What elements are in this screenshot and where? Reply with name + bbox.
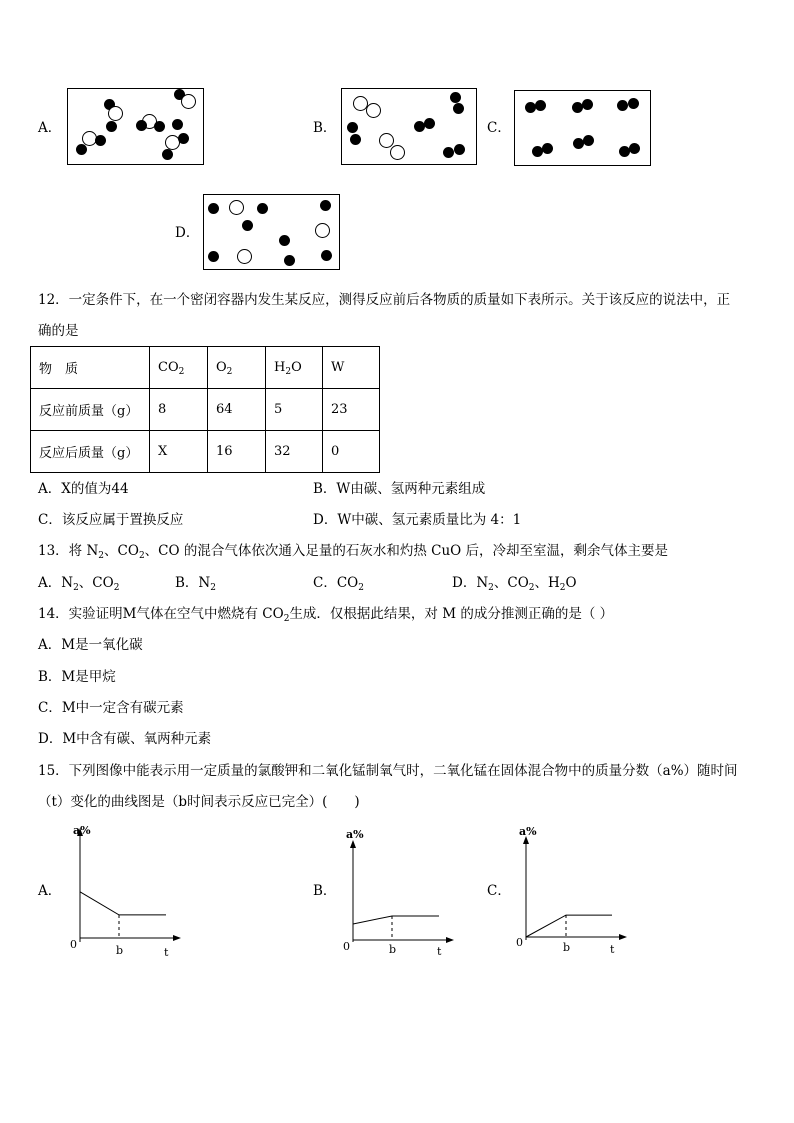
q14-stem: 14．实验证明M气体在空气中燃烧有 $CO_2$生成．仅根据此结果，对 M 的成分推测正确的是（ ） bbox=[38, 606, 614, 624]
table-header-co2: $CO_2$ bbox=[150, 347, 208, 389]
b-tick-label: b bbox=[389, 943, 397, 956]
x-axis-label: t bbox=[610, 943, 615, 956]
b-tick-label: b bbox=[563, 941, 571, 954]
q14-option-d: D．M中含有碳、氧两种元素 bbox=[38, 731, 212, 747]
table-header-o2: $O_2$ bbox=[208, 347, 266, 389]
q14-option-a: A．M是一氧化碳 bbox=[38, 637, 143, 653]
graph-a-label: A． bbox=[38, 883, 62, 899]
q14-option-c: C．M中一定含有碳元素 bbox=[38, 700, 184, 716]
series-line bbox=[353, 916, 439, 924]
q13-option-a: A．$N_2$、$CO_2$ bbox=[38, 575, 120, 593]
option-c-label: C． bbox=[487, 120, 511, 136]
graph-b-label: B． bbox=[313, 883, 337, 899]
graph-c-label: C． bbox=[487, 883, 511, 899]
table-row bbox=[31, 431, 380, 473]
x-axis-label: t bbox=[164, 946, 169, 959]
x-axis-label: t bbox=[437, 945, 442, 958]
option-d-label: D． bbox=[175, 225, 200, 241]
table-cell: 64 bbox=[208, 389, 266, 431]
graph-c bbox=[514, 824, 629, 960]
x-axis-arrow bbox=[619, 934, 627, 940]
q12-option-d: D．W中碳、氢元素质量比为 4：1 bbox=[313, 512, 522, 528]
mass-table bbox=[30, 346, 380, 473]
q12-option-b: B．W由碳、氢两种元素组成 bbox=[313, 481, 486, 497]
q12-stem-line2: 确的是 bbox=[38, 323, 79, 339]
y-axis-label: a% bbox=[73, 824, 91, 837]
particle-diagram-c bbox=[514, 90, 651, 166]
q15-stem-line1: 15．下列图像中能表示用一定质量的氯酸钾和二氧化锰制氧气时，二氧化锰在固体混合物中的质量分数（a%）随时间 bbox=[38, 763, 738, 779]
table-cell: 32 bbox=[266, 431, 323, 473]
series-line bbox=[80, 892, 166, 915]
table-cell: X bbox=[150, 431, 208, 473]
table-header-w: W bbox=[323, 347, 380, 389]
b-tick-label: b bbox=[116, 944, 124, 957]
series-line bbox=[526, 915, 612, 937]
particle-diagram-d bbox=[203, 194, 340, 270]
q12-option-a: A．X的值为44 bbox=[38, 481, 129, 497]
option-a-label: A． bbox=[38, 120, 62, 136]
table-cell: 16 bbox=[208, 431, 266, 473]
q12-option-c: C．该反应属于置换反应 bbox=[38, 512, 184, 528]
q13-option-d: D．$N_2$、$CO_2$、$H_2O$ bbox=[452, 575, 577, 593]
q12-stem-line1: 12．一定条件下，在一个密闭容器内发生某反应，测得反应前后各物质的质量如下表所示。关于该反应的说法中，正 bbox=[38, 292, 731, 308]
graph-b bbox=[341, 824, 456, 960]
origin-label: 0 bbox=[516, 936, 523, 949]
table-header-h2o: $H_2O$ bbox=[266, 347, 323, 389]
table-cell: 23 bbox=[323, 389, 380, 431]
particle-diagram-a bbox=[67, 88, 204, 165]
q13-option-b: B．$N_2$ bbox=[175, 575, 216, 593]
y-axis-label: a% bbox=[519, 825, 537, 838]
origin-label: 0 bbox=[343, 940, 350, 953]
x-axis-arrow bbox=[446, 937, 454, 943]
q13-option-c: C．$CO_2$ bbox=[313, 575, 364, 593]
table-cell: 5 bbox=[266, 389, 323, 431]
x-axis-arrow bbox=[173, 935, 181, 941]
row-label-after: 反应后质量（g） bbox=[31, 431, 150, 473]
table-cell: 0 bbox=[323, 431, 380, 473]
q13-stem: 13．将 $N_2$、$CO_2$、CO 的混合气体依次通入足量的石灰水和灼热 CuO 后，冷却至室温，剩余气体主要是 bbox=[38, 543, 669, 561]
row-label-before: 反应前质量（g） bbox=[31, 389, 150, 431]
y-axis-label: a% bbox=[346, 828, 364, 841]
table-header-substance: 物 质 bbox=[31, 347, 150, 389]
q14-option-b: B．M是甲烷 bbox=[38, 669, 116, 685]
y-axis-arrow bbox=[350, 840, 356, 848]
table-cell: 8 bbox=[150, 389, 208, 431]
table-row bbox=[31, 389, 380, 431]
graph-a bbox=[68, 824, 183, 960]
q15-stem-line2: （t）变化的曲线图是（b时间表示反应已完全）( ) bbox=[38, 794, 360, 810]
table-row bbox=[31, 347, 380, 389]
option-b-label: B． bbox=[313, 120, 337, 136]
origin-label: 0 bbox=[70, 938, 77, 951]
particle-diagram-b bbox=[341, 88, 477, 165]
